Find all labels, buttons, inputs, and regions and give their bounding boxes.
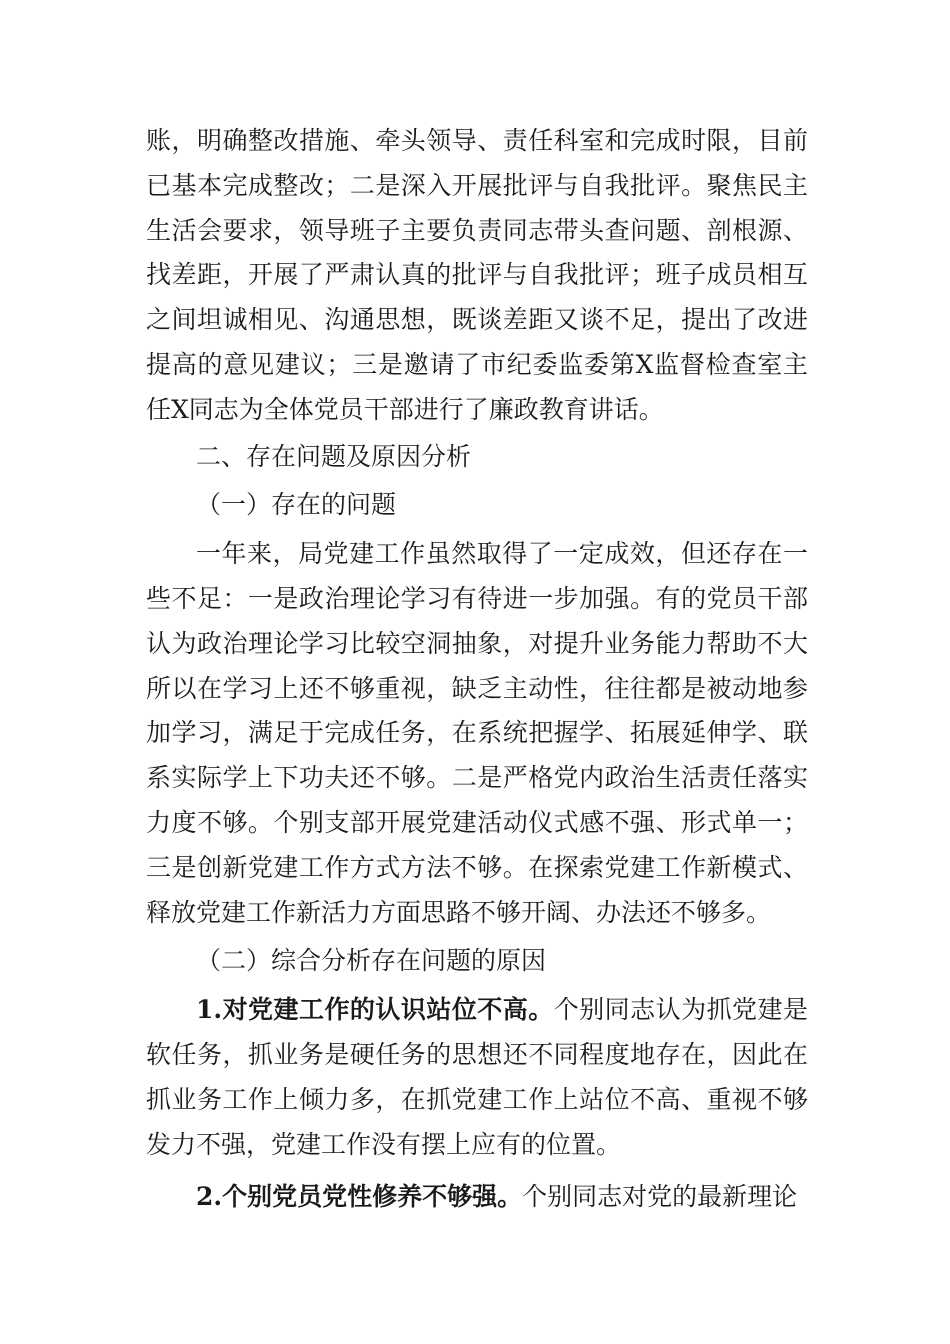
section-heading-problems-analysis: 二、存在问题及原因分析	[196, 441, 472, 471]
cause-1-lead: 1.对党建工作的认识站位不高。	[196, 995, 554, 1025]
subsection-heading-root-causes: （二）综合分析存在问题的原因	[196, 946, 547, 976]
cause-1-body: 个别同志认为抓党建是软任务，抓业务是硬任务的思想还不同程度地存在，因此在抓业务工作上倾力多，在抓党建工作上站位不高、重视不够发力不强，党建工作没有摆上应有的位置。	[146, 995, 808, 1159]
paragraph-cause-1	[146, 988, 808, 1167]
paragraph-cause-2	[146, 1175, 808, 1220]
cause-2-lead: 2.个别党员党性修养不够强。	[196, 1182, 523, 1212]
paragraph-rectification-summary: 账，明确整改措施、牵头领导、责任科室和完成时限，目前已基本完成整改；二是深入开展批评与自我批评。聚焦民主生活会要求，领导班子主要负责同志带头查问题、剖根源、找差距，开展了严肃认真的批评与自我批评；班子成员相互之间坦诚相见、沟通思想，既谈差距又谈不足，提出了改进提高的意见建议；三是邀请了市纪委监委第X监督检查室主任X同志为全体党员干部进行了廉政教育讲话。	[146, 126, 808, 424]
cause-2-body: 个别同志对党的最新理论	[522, 1182, 798, 1212]
paragraph-existing-problems: 一年来，局党建工作虽然取得了一定成效，但还存在一些不足：一是政治理论学习有待进一步加强。有的党员干部认为政治理论学习比较空洞抽象，对提升业务能力帮助不大所以在学习上还不够重视，缺乏主动性，往往都是被动地参加学习，满足于完成任务，在系统把握学、拓展延伸学、联系实际学上下功夫还不够。二是严格党内政治生活责任落实力度不够。个别支部开展党建活动仪式感不强、形式单一；三是创新党建工作方式方法不够。在探索党建工作新模式、释放党建工作新活力方面思路不够开阔、办法还不够多。	[146, 539, 808, 927]
document-body	[146, 119, 808, 1220]
subsection-heading-existing-problems: （一）存在的问题	[196, 490, 397, 520]
